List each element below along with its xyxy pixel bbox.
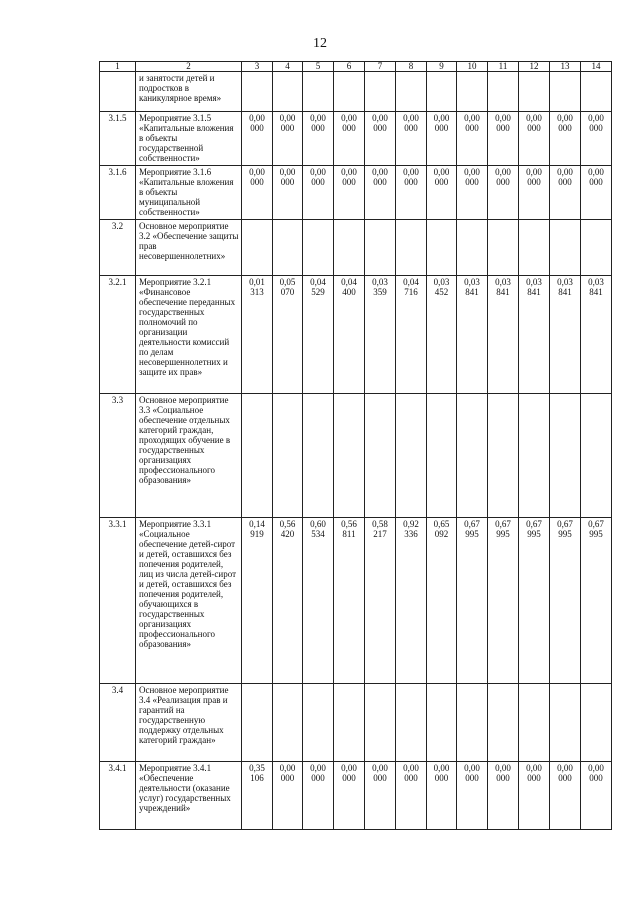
value-cell: 0,00 000 [488,112,519,166]
value-cell [334,72,365,112]
row-code: 3.3.1 [100,518,136,684]
value-cell: 0,35 106 [242,762,273,830]
column-header: 5 [303,62,334,72]
value-cell: 0,00 000 [581,762,612,830]
row-description: Мероприятие 3.3.1 «Социальное обеспечение детей-сирот и детей, оставшихся без попечения родителей, лиц из числа детей-сирот и детей, оставшихся без попечения родителей, обучающихся в государственных организациях профессионального образования» [136,518,242,684]
value-cell [457,72,488,112]
row-description: Мероприятие 3.4.1 «Обеспечение деятельности (оказание услуг) государственных учреждений» [136,762,242,830]
table-row [100,276,612,394]
value-cell: 0,03 841 [488,276,519,394]
value-cell [396,684,427,762]
value-cell: 0,00 000 [427,166,457,220]
value-cell [273,394,303,518]
value-cell: 0,03 359 [365,276,396,394]
value-cell [457,220,488,276]
value-cell [365,394,396,518]
table-header-row [100,62,612,72]
value-cell: 0,00 000 [488,166,519,220]
value-cell: 0,67 995 [581,518,612,684]
value-cell: 0,05 070 [273,276,303,394]
value-cell: 0,00 000 [303,166,334,220]
value-cell [273,684,303,762]
value-cell: 0,67 995 [519,518,550,684]
value-cell: 0,04 400 [334,276,365,394]
row-code: 3.4 [100,684,136,762]
value-cell [427,684,457,762]
column-header: 6 [334,62,365,72]
value-cell [427,394,457,518]
row-description: и занятости детей и подростков в каникулярное время» [136,72,242,112]
column-header: 2 [136,62,242,72]
value-cell: 0,00 000 [581,166,612,220]
value-cell: 0,00 000 [334,166,365,220]
value-cell [457,684,488,762]
value-cell [519,72,550,112]
value-cell: 0,00 000 [457,762,488,830]
value-cell [581,684,612,762]
value-cell: 0,03 841 [457,276,488,394]
table-row [100,762,612,830]
column-header: 10 [457,62,488,72]
value-cell [581,220,612,276]
value-cell: 0,00 000 [334,112,365,166]
value-cell [242,220,273,276]
value-cell: 0,00 000 [396,762,427,830]
value-cell: 0,00 000 [550,166,581,220]
value-cell: 0,01 313 [242,276,273,394]
value-cell: 0,56 811 [334,518,365,684]
value-cell [242,394,273,518]
row-description: Основное мероприятие 3.2 «Обеспечение защиты прав несовершеннолетних» [136,220,242,276]
value-cell [519,220,550,276]
table-row [100,166,612,220]
value-cell [550,394,581,518]
value-cell [273,72,303,112]
value-cell [550,72,581,112]
value-cell: 0,92 336 [396,518,427,684]
row-description: Мероприятие 3.2.1 «Финансовое обеспечение переданных государственных полномочий по организации деятельности комиссий по делам несовершеннолетних и защите их прав» [136,276,242,394]
value-cell: 0,67 995 [457,518,488,684]
value-cell: 0,67 995 [550,518,581,684]
value-cell: 0,04 529 [303,276,334,394]
row-description: Основное мероприятие 3.3 «Социальное обеспечение отдельных категорий граждан, проходящих обучение в государственных организациях профессионального образования» [136,394,242,518]
column-header: 8 [396,62,427,72]
value-cell [365,220,396,276]
value-cell: 0,00 000 [273,762,303,830]
value-cell [519,394,550,518]
page-number: 12 [313,36,327,51]
value-cell: 0,14 919 [242,518,273,684]
column-header: 9 [427,62,457,72]
table-row [100,394,612,518]
column-header: 13 [550,62,581,72]
value-cell: 0,60 534 [303,518,334,684]
table-row [100,112,612,166]
value-cell: 0,00 000 [242,166,273,220]
table-row [100,220,612,276]
value-cell: 0,00 000 [519,762,550,830]
value-cell: 0,00 000 [457,112,488,166]
value-cell [334,684,365,762]
value-cell: 0,67 995 [488,518,519,684]
column-header: 12 [519,62,550,72]
value-cell: 0,00 000 [550,762,581,830]
value-cell: 0,00 000 [396,112,427,166]
value-cell [396,220,427,276]
value-cell: 0,00 000 [519,112,550,166]
value-cell [334,220,365,276]
value-cell [396,394,427,518]
row-code: 3.2.1 [100,276,136,394]
row-code: 3.1.5 [100,112,136,166]
value-cell: 0,00 000 [550,112,581,166]
value-cell [303,220,334,276]
table-row [100,518,612,684]
value-cell [427,72,457,112]
value-cell: 0,00 000 [519,166,550,220]
value-cell [488,72,519,112]
value-cell: 0,03 841 [550,276,581,394]
value-cell: 0,00 000 [427,762,457,830]
row-code: 3.3 [100,394,136,518]
value-cell [273,220,303,276]
value-cell: 0,04 716 [396,276,427,394]
value-cell: 0,00 000 [242,112,273,166]
value-cell: 0,00 000 [581,112,612,166]
value-cell [488,394,519,518]
value-cell [550,220,581,276]
value-cell: 0,00 000 [427,112,457,166]
row-code: 3.2 [100,220,136,276]
value-cell [365,72,396,112]
value-cell: 0,00 000 [488,762,519,830]
table-row [100,684,612,762]
value-cell: 0,56 420 [273,518,303,684]
value-cell: 0,00 000 [303,762,334,830]
value-cell [488,684,519,762]
value-cell [488,220,519,276]
row-code: 3.4.1 [100,762,136,830]
value-cell: 0,00 000 [334,762,365,830]
value-cell: 0,00 000 [273,166,303,220]
value-cell [242,72,273,112]
value-cell: 0,00 000 [303,112,334,166]
column-header: 3 [242,62,273,72]
value-cell [427,220,457,276]
value-cell: 0,00 000 [365,166,396,220]
row-description: Основное мероприятие 3.4 «Реализация прав и гарантий на государственную поддержку отдельных категорий граждан» [136,684,242,762]
value-cell [303,72,334,112]
value-cell: 0,03 841 [581,276,612,394]
row-description: Мероприятие 3.1.5 «Капитальные вложения в объекты государственной собственности» [136,112,242,166]
column-header: 4 [273,62,303,72]
value-cell [242,684,273,762]
value-cell [365,684,396,762]
value-cell: 0,03 452 [427,276,457,394]
value-cell: 0,03 841 [519,276,550,394]
column-header: 14 [581,62,612,72]
budget-table [99,61,612,830]
value-cell [303,394,334,518]
column-header: 7 [365,62,396,72]
value-cell [581,394,612,518]
row-code: 3.1.6 [100,166,136,220]
column-header: 1 [100,62,136,72]
value-cell [396,72,427,112]
value-cell: 0,00 000 [365,112,396,166]
column-header: 11 [488,62,519,72]
value-cell: 0,58 217 [365,518,396,684]
value-cell: 0,00 000 [457,166,488,220]
value-cell [519,684,550,762]
value-cell [581,72,612,112]
value-cell: 0,00 000 [365,762,396,830]
row-code [100,72,136,112]
value-cell [457,394,488,518]
value-cell [303,684,334,762]
value-cell [334,394,365,518]
value-cell: 0,00 000 [273,112,303,166]
table-row [100,72,612,112]
value-cell [550,684,581,762]
row-description: Мероприятие 3.1.6 «Капитальные вложения в объекты муниципальной собственности» [136,166,242,220]
value-cell: 0,65 092 [427,518,457,684]
value-cell: 0,00 000 [396,166,427,220]
